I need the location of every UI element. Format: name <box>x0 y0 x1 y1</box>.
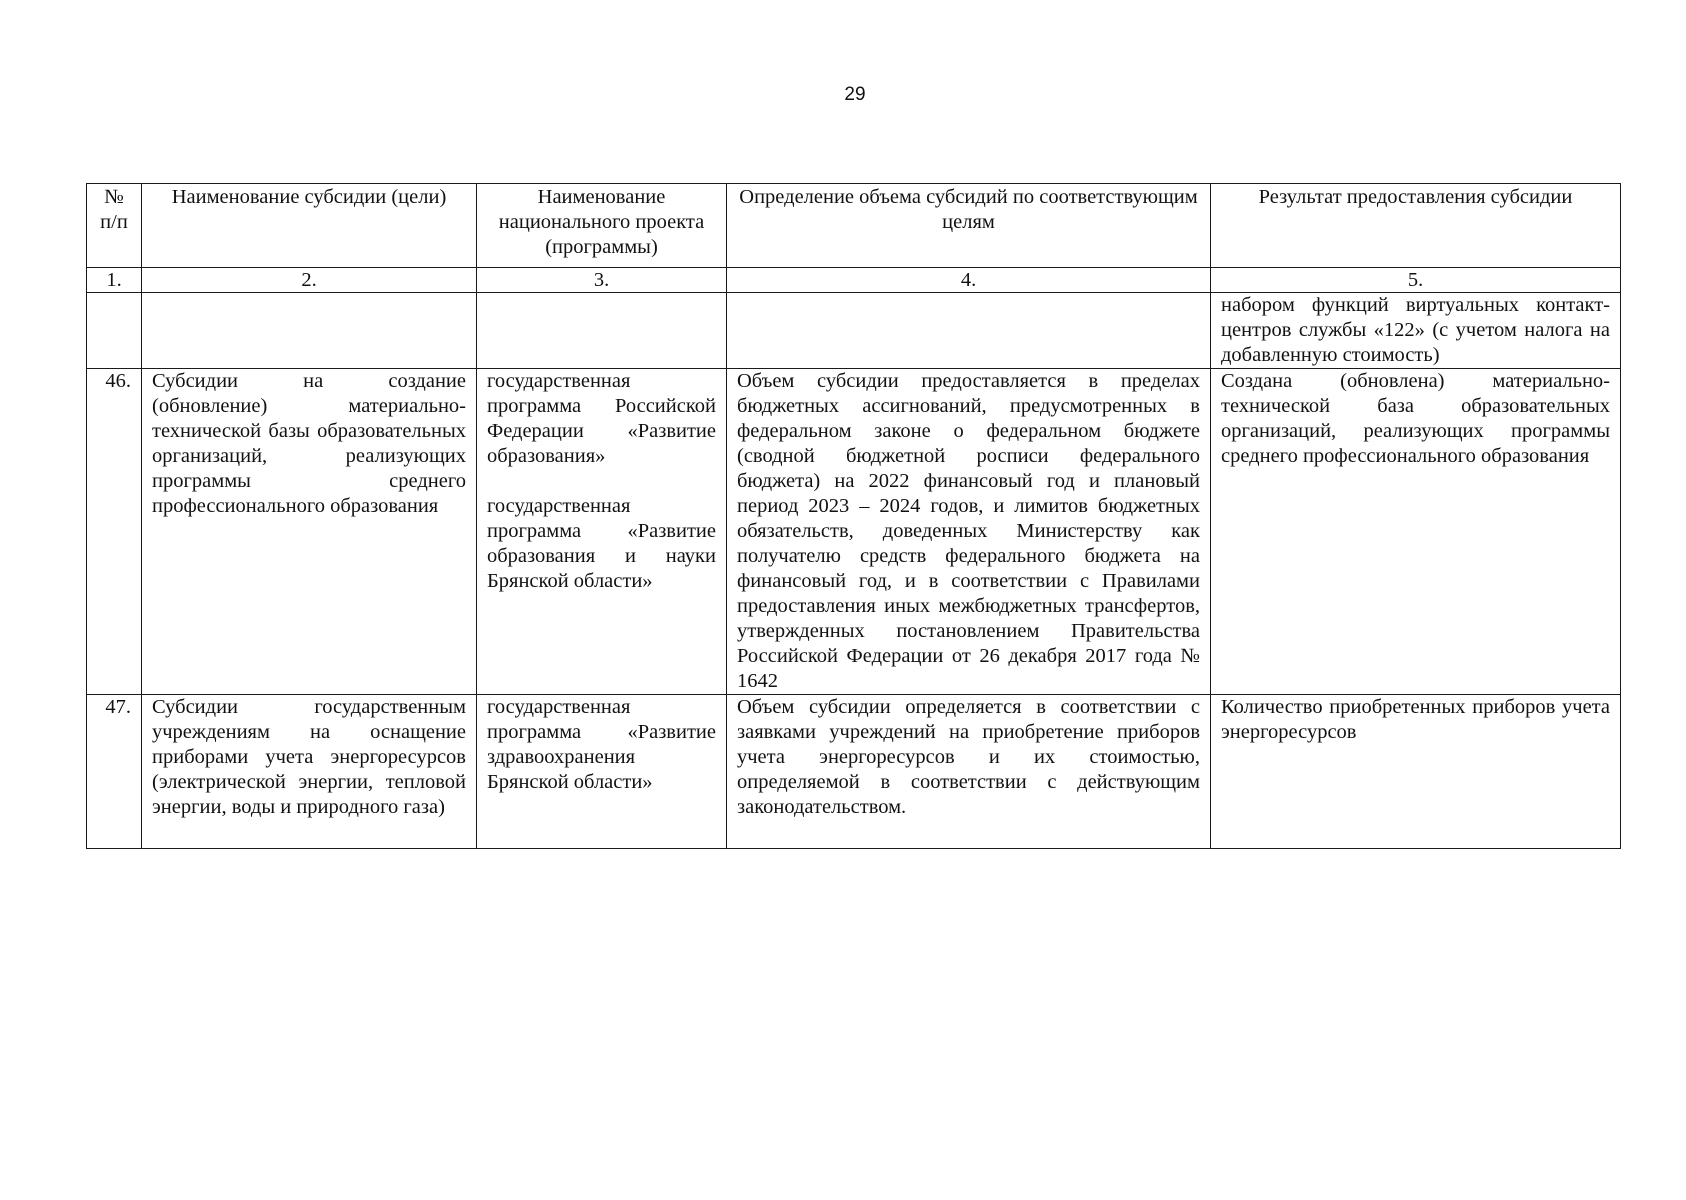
cell-volume-definition: Объем субсидии определяется в соответствии с заявками учреждений на приобретение приборов учета энергоресурсов и их стоимостью, определяемой в соответствии с действующим законодательством. <box>727 695 1211 849</box>
cell-empty <box>87 293 142 369</box>
cell-national-project: государственная программа «Развитие здравоохранения Брянской области» <box>477 695 727 849</box>
cell-result: Количество приобретенных приборов учета энергоресурсов <box>1211 695 1621 849</box>
cell-row-number: 46. <box>87 369 142 695</box>
cell-empty <box>727 293 1211 369</box>
cell-volume-definition: Объем субсидии предоставляется в пределах бюджетных ассигнований, предусмотренных в федеральном законе о федеральном бюджете (сводной бюджетной росписи федерального бюджета) на 2022 финансовый год и плановый период 2023 – 2024 годов, и лимитов бюджетных обязательств, доведенных Министерству как получателю средств федерального бюджета на финансовый год, и в соответствии с Правилами предоставления иных межбюджетных трансфертов, утвержденных постановлением Правительства Российской Федерации от 26 декабря 2017 года № 1642 <box>727 369 1211 695</box>
cell-national-project <box>477 369 727 695</box>
table-row-continuation <box>87 293 1621 369</box>
header-volume-definition: Определение объема субсидий по соответствующим целям <box>727 184 1211 268</box>
cell-empty <box>142 293 477 369</box>
header-subsidy-name: Наименование субсидии (цели) <box>142 184 477 268</box>
cell-empty <box>477 293 727 369</box>
table-row <box>87 695 1621 849</box>
header-result: Результат предоставления субсидии <box>1211 184 1621 268</box>
column-number: 2. <box>142 268 477 293</box>
cell-subsidy-name: Субсидии государственным учреждениям на оснащение приборами учета энергоресурсов (электрической энергии, тепловой энергии, воды и природного газа) <box>142 695 477 849</box>
program-text: государственная программа «Развитие образования и науки Брянской области» <box>487 495 716 592</box>
column-number: 1. <box>87 268 142 293</box>
column-number: 3. <box>477 268 727 293</box>
cell-result: Создана (обновлена) материально-технической база образовательных организаций, реализующих программы среднего профессионального образования <box>1211 369 1621 695</box>
table-header-row <box>87 184 1621 268</box>
cell-subsidy-name: Субсидии на создание (обновление) материально-технической базы образовательных организаций, реализующих программы среднего профессионального образования <box>142 369 477 695</box>
column-number: 4. <box>727 268 1211 293</box>
column-number: 5. <box>1211 268 1621 293</box>
cell-result-continuation: набором функций виртуальных контакт-центров службы «122» (с учетом налога на добавленную стоимость) <box>1211 293 1621 369</box>
cell-row-number: 47. <box>87 695 142 849</box>
table-row <box>87 369 1621 695</box>
column-numbers-row <box>87 268 1621 293</box>
header-national-project: Наименование национального проекта (программы) <box>477 184 727 268</box>
program-text: государственная программа Российской Федерации «Развитие образования» <box>487 370 716 467</box>
paragraph-gap <box>487 469 716 494</box>
header-number: № п/п <box>87 184 142 268</box>
subsidies-table <box>86 183 1621 849</box>
page-number: 29 <box>844 84 866 105</box>
